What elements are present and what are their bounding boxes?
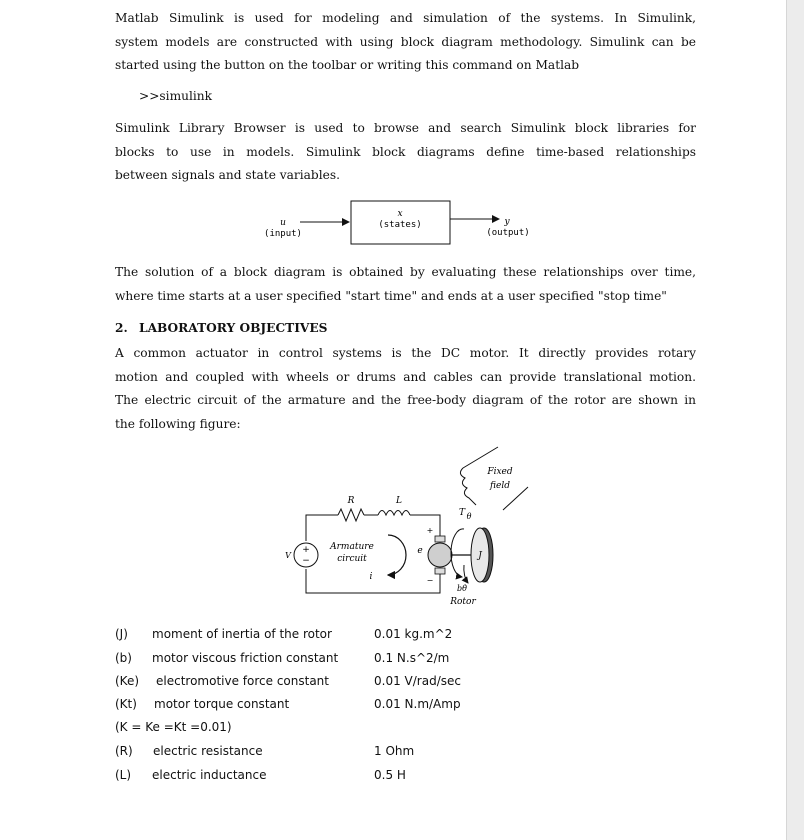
resistor-label: R: [347, 496, 355, 506]
library-line: Simulink Library Browser is used to browse and search Simulink block libraries for: [115, 121, 696, 135]
current-arrow: [388, 535, 406, 575]
intro-line: system models are constructed with using block diagram methodology. Simulink can be: [115, 34, 696, 49]
torque-arrow: [451, 529, 464, 577]
fixed-field-label: field: [490, 481, 510, 491]
circuit-wire: [306, 569, 440, 593]
objectives-line: The electric circuit of the armature and the free-body diagram of the rotor are shown in: [115, 393, 696, 407]
objectives-paragraph: [115, 342, 696, 436]
output-label: (output): [486, 228, 530, 238]
emf-minus: −: [426, 576, 434, 585]
objectives-line: A common actuator in control systems is the DC motor. It directly provides rotary: [115, 346, 696, 360]
intro-line: Matlab Simulink is used for modeling and simulation of the systems. In Simulink,: [115, 11, 696, 25]
parameter-symbol: (R): [115, 744, 133, 758]
rotor-label: Rotor: [450, 597, 476, 607]
section-number: 2.: [115, 321, 128, 335]
intro-paragraph: [115, 7, 696, 78]
armature-label: Armature: [330, 542, 374, 552]
output-symbol: y: [504, 217, 510, 227]
parameter-value: 1 Ohm: [374, 744, 415, 758]
parameter-description: electromotive force constant: [156, 674, 329, 688]
parameter-symbol: (J): [115, 627, 128, 641]
friction-label: bθ̇: [457, 584, 467, 593]
parameter-value: 0.01 V/rad/sec: [374, 674, 461, 688]
intro-line: started using the button on the toolbar or writing this command on Matlab: [115, 58, 580, 72]
voltage-label: V: [285, 551, 291, 560]
emf-label: e: [417, 546, 423, 556]
parameter-description: motor torque constant: [154, 697, 290, 711]
parameter-symbol: (Kt): [115, 697, 137, 711]
state-label: (states): [378, 220, 422, 230]
motor-terminal-top: [435, 536, 445, 542]
armature-label: circuit: [337, 554, 367, 564]
solution-line: where time starts at a user specified "start time" and ends at a user specified "stop time": [115, 288, 667, 303]
parameter-value: 0.1 N.s^2/m: [374, 651, 450, 665]
parameter-symbol: (Ke): [115, 674, 140, 688]
parameter-symbol: (b): [115, 651, 132, 665]
page-margin-bar: [786, 0, 804, 840]
parameter-value: 0.5 H: [374, 768, 406, 782]
current-label: i: [369, 572, 373, 582]
section-heading: [115, 318, 327, 338]
simulink-command: >>simulink: [139, 89, 213, 103]
block-diagram: [250, 195, 550, 250]
dc-motor-figure: [278, 445, 538, 615]
theta-label: θ: [466, 512, 472, 521]
input-symbol: u: [280, 218, 286, 228]
inductor-label: L: [396, 496, 402, 506]
motor-terminal-bottom: [435, 568, 445, 574]
friction-arrow: [464, 565, 468, 583]
fixed-field-magnet: [460, 447, 528, 510]
emf-plus: +: [426, 526, 434, 535]
library-line: between signals and state variables.: [115, 168, 340, 182]
input-label: (input): [264, 229, 302, 239]
source-plus: +: [302, 545, 310, 555]
parameter-symbol: (L): [115, 768, 132, 782]
inertia-label: J: [478, 551, 482, 561]
parameter-value: 0.01 kg.m^2: [374, 627, 453, 641]
library-paragraph: [115, 117, 696, 188]
parameter-description: electric resistance: [153, 744, 263, 758]
torque-label: T: [458, 508, 466, 518]
parameter-description: electric inductance: [152, 768, 267, 782]
k-constant-text: (K = Ke =Kt =0.01): [115, 720, 232, 734]
inductor-symbol: [378, 511, 410, 516]
motor-body: [428, 543, 452, 567]
library-line: blocks to use in models. Simulink block diagrams define time-based relationships: [115, 144, 696, 159]
parameter-description: moment of inertia of the rotor: [152, 627, 332, 641]
circuit-wire: [306, 515, 338, 541]
parameter-description: motor viscous friction constant: [152, 651, 339, 665]
resistor-symbol: [338, 509, 364, 521]
solution-line: The solution of a block diagram is obtained by evaluating these relationships over time,: [115, 265, 696, 279]
fixed-field-label: Fixed: [487, 467, 513, 477]
section-title: LABORATORY OBJECTIVES: [139, 321, 328, 335]
source-minus: −: [302, 556, 310, 566]
solution-paragraph: [115, 261, 696, 308]
objectives-line: motion and coupled with wheels or drums and cables can provide translational motion.: [115, 369, 696, 384]
objectives-line: the following figure:: [115, 416, 241, 431]
parameter-value: 0.01 N.m/Amp: [374, 697, 461, 711]
state-symbol: x: [397, 209, 403, 219]
